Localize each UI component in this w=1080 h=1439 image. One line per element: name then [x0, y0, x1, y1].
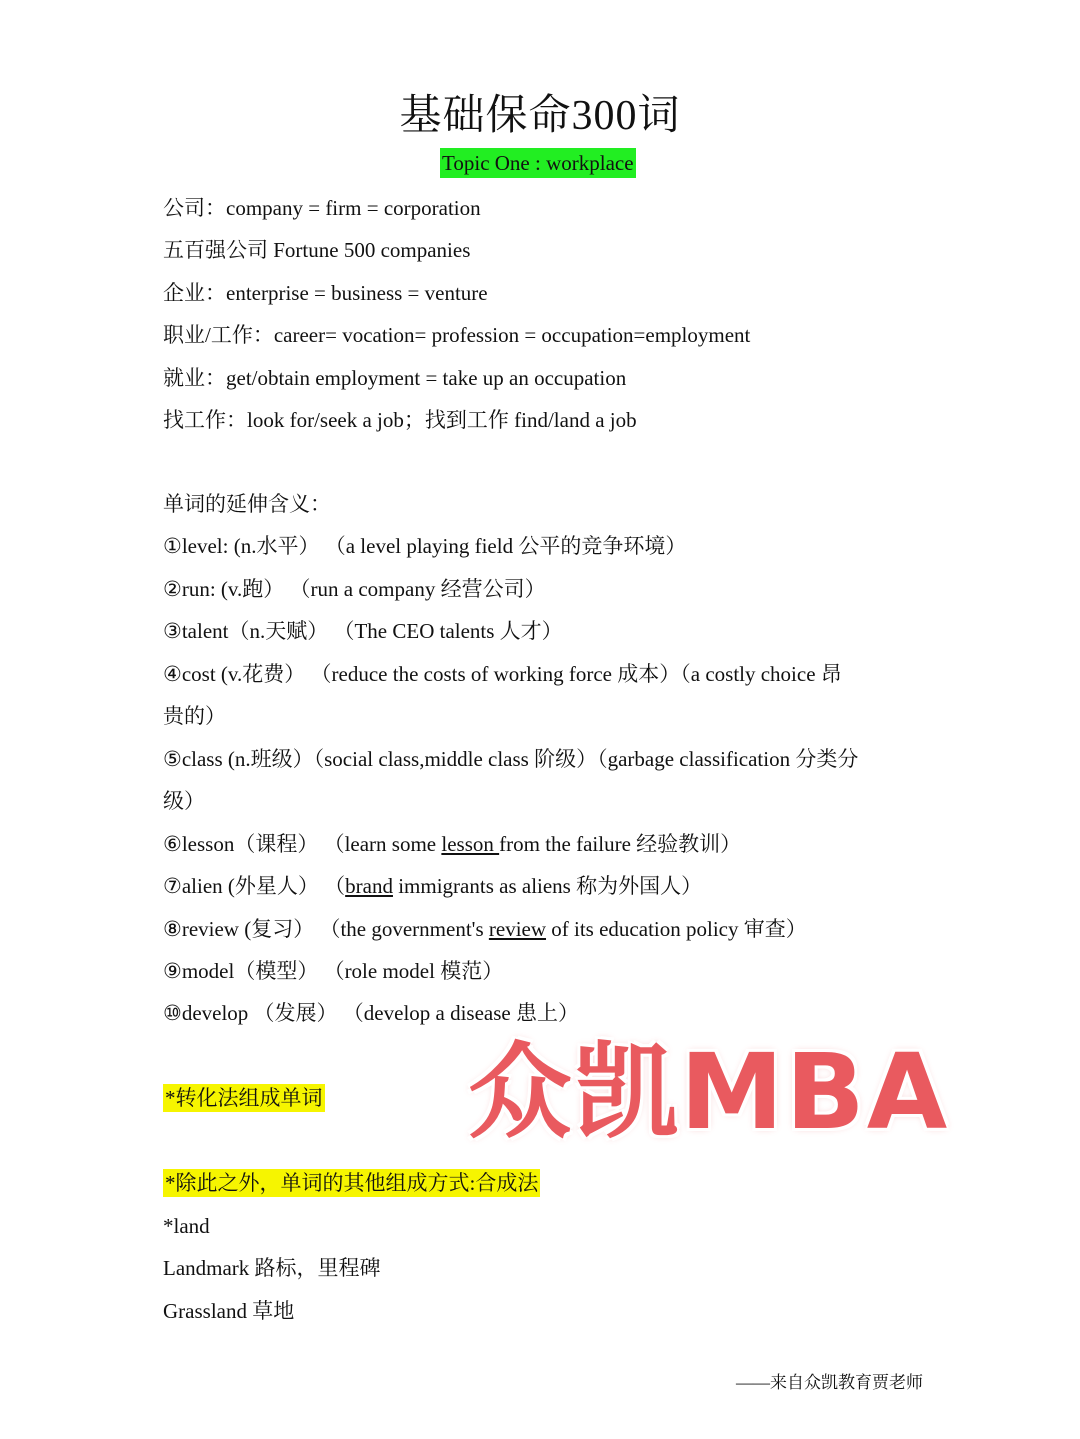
- extension-item: ④cost (v.花费） （reduce the costs of working force 成本）（a costly choice 昂: [163, 662, 842, 686]
- extension-text: from the failure 经验教训）: [499, 832, 742, 856]
- vocab-line: 职业/工作：career= vocation= profession = occupation=employment: [163, 323, 751, 347]
- highlight-text: *转化法组成单词: [165, 1086, 323, 1110]
- extension-item: ③talent（n.天赋） （The CEO talents 人才）: [163, 619, 563, 643]
- extension-text: ⑥lesson（课程） （learn some: [163, 832, 442, 856]
- highlight-text: *除此之外，单词的其他组成方式:合成法: [165, 1171, 539, 1195]
- land-heading: *land: [163, 1214, 210, 1238]
- vocab-line: 找工作：look for/seek a job；找到工作 find/land a job: [163, 408, 637, 432]
- vocab-line: 五百强公司 Fortune 500 companies: [163, 238, 471, 262]
- extension-item: [163, 914, 807, 944]
- extension-text: ⑦alien (外星人） （: [163, 874, 346, 898]
- page-title: 基础保命300词: [399, 93, 681, 139]
- extension-item-continued: 级）: [163, 789, 205, 813]
- extension-item-continued: 贵的）: [163, 704, 226, 728]
- author-signature: ——来自众凯教育贾老师: [736, 1373, 923, 1392]
- extension-item: [163, 829, 741, 859]
- watermark-logo: 众凯MBA: [468, 1031, 950, 1153]
- underlined-word: brand: [345, 874, 393, 898]
- vocab-line: 就业：get/obtain employment = take up an occupation: [163, 366, 627, 390]
- land-word: Landmark 路标，里程碑: [163, 1256, 381, 1280]
- underlined-word: review: [488, 917, 547, 941]
- vocab-line: 公司：company = firm = corporation: [163, 196, 481, 220]
- topic-label: Topic One : workplace: [440, 148, 636, 178]
- highlighted-note: [163, 1083, 325, 1113]
- section-heading: 单词的延伸含义：: [163, 492, 331, 516]
- extension-text: ⑧review (复习） （the government's: [163, 917, 489, 941]
- vocab-line: 企业：enterprise = business = venture: [163, 281, 488, 305]
- extension-item: ①level: (n.水平） （a level playing field 公平的竞争环境）: [163, 534, 687, 558]
- extension-item: ⑨model（模型） （role model 模范）: [163, 959, 504, 983]
- land-word: Grassland 草地: [163, 1299, 295, 1323]
- extension-item: [163, 871, 702, 901]
- extension-item: ②run: (v.跑） （run a company 经营公司）: [163, 577, 546, 601]
- underlined-word: lesson: [441, 832, 500, 856]
- extension-item: ⑩develop （发展） （develop a disease 患上）: [163, 1001, 579, 1025]
- extension-text: of its education policy 审查）: [546, 917, 807, 941]
- extension-item: ⑤class (n.班级）（social class,middle class 阶级）（garbage classification 分类分: [163, 747, 859, 771]
- highlighted-note: [163, 1168, 540, 1198]
- extension-text: immigrants as aliens 称为外国人）: [392, 874, 703, 898]
